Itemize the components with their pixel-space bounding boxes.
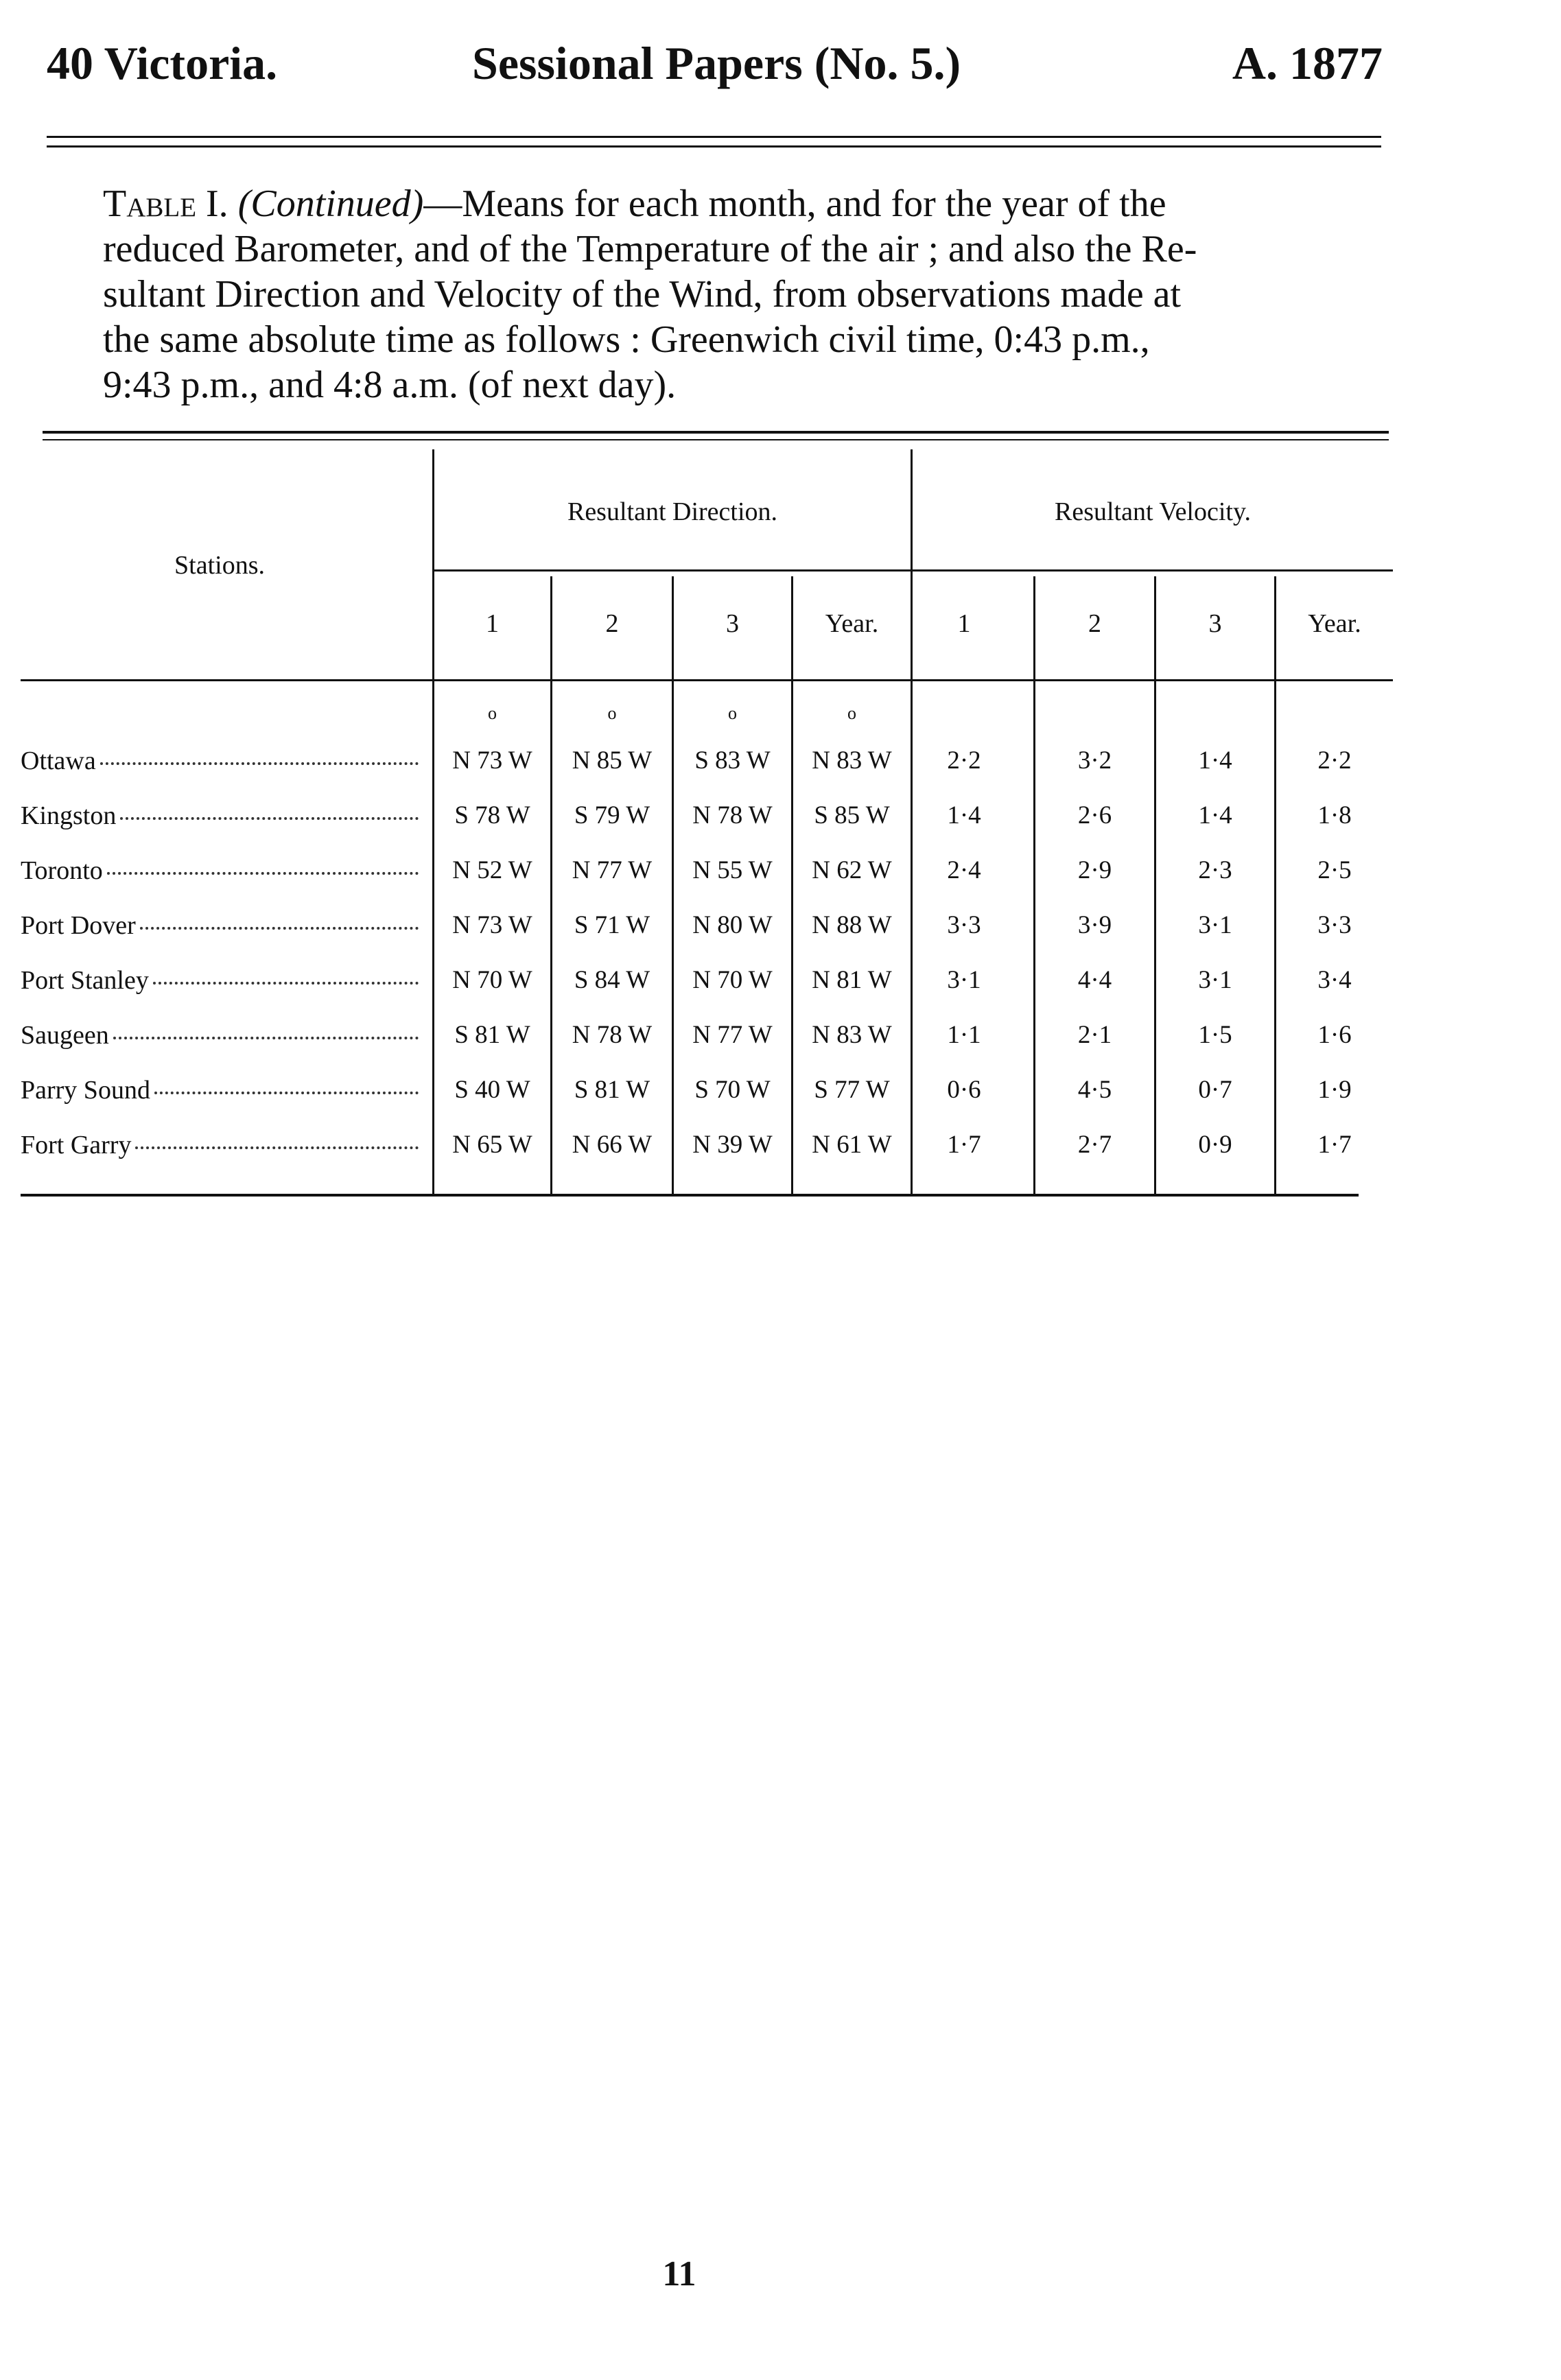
direction-header: Resultant Direction. bbox=[567, 497, 778, 526]
direction-cell: N 77 W bbox=[572, 856, 653, 884]
leader-dots bbox=[120, 817, 419, 820]
station-label: Ottawa bbox=[21, 746, 96, 775]
velocity-cell: 1·1 bbox=[947, 1021, 981, 1049]
velocity-cell: 4·4 bbox=[1077, 966, 1112, 994]
direction-cell: S 40 W bbox=[454, 1076, 530, 1104]
header-bottom-rule bbox=[21, 679, 1393, 681]
direction-cell: S 70 W bbox=[694, 1076, 771, 1104]
table-caption bbox=[27, 181, 1393, 408]
velocity-cell: 2·7 bbox=[1077, 1131, 1112, 1159]
station-label: Port Dover bbox=[21, 911, 136, 940]
velocity-cell: 2·2 bbox=[947, 746, 981, 775]
subheader-direction-1: 1 bbox=[486, 609, 499, 638]
caption-label: Table I. bbox=[103, 182, 228, 225]
station-name bbox=[21, 858, 419, 884]
station-name bbox=[21, 1022, 419, 1048]
station-label: Port Stanley bbox=[21, 966, 149, 995]
header-rule-top bbox=[47, 136, 1381, 138]
direction-cell: S 85 W bbox=[814, 801, 890, 829]
direction-cell: N 78 W bbox=[692, 801, 773, 829]
direction-cell: N 70 W bbox=[452, 966, 532, 994]
direction-cell: S 71 W bbox=[574, 911, 650, 939]
velocity-cell: 3·2 bbox=[1077, 746, 1112, 775]
direction-cell: S 84 W bbox=[574, 966, 650, 994]
subheader-direction-year: Year. bbox=[825, 609, 879, 638]
header-title: Sessional Papers (No. 5.) bbox=[472, 37, 961, 89]
table-top-rule-thin bbox=[43, 439, 1389, 440]
station-label: Toronto bbox=[21, 856, 103, 885]
leader-dots bbox=[135, 1146, 419, 1149]
subheader-velocity-2: 2 bbox=[1088, 609, 1101, 638]
caption-continued: (Continued) bbox=[237, 182, 424, 225]
caption-line: sultant Direction and Velocity of the Wind, from observations made at bbox=[103, 273, 1182, 316]
velocity-header: Resultant Velocity. bbox=[1054, 497, 1252, 526]
direction-cell: N 83 W bbox=[812, 1021, 892, 1049]
caption-line: the same absolute time as follows : Greenwich civil time, 0:43 p.m., bbox=[103, 318, 1150, 361]
velocity-cell: 3·9 bbox=[1077, 911, 1112, 939]
direction-cell: N 73 W bbox=[452, 746, 532, 775]
velocity-cell: 0·7 bbox=[1198, 1076, 1232, 1104]
header-year: A. 1877 bbox=[1232, 37, 1383, 89]
velocity-cell: 1·5 bbox=[1198, 1021, 1232, 1049]
station-label: Saugeen bbox=[21, 1021, 109, 1050]
subheader-velocity-3: 3 bbox=[1208, 609, 1222, 638]
page-number: 11 bbox=[662, 2254, 696, 2294]
velocity-cell: 2·5 bbox=[1317, 856, 1352, 884]
subheader-direction-3: 3 bbox=[726, 609, 739, 638]
direction-cell: S 78 W bbox=[454, 801, 530, 829]
direction-cell: N 52 W bbox=[452, 856, 532, 884]
header-volume: 40 Victoria. bbox=[47, 37, 278, 89]
station-label: Parry Sound bbox=[21, 1076, 150, 1105]
direction-cell: N 83 W bbox=[812, 746, 892, 775]
velocity-cell: 3·1 bbox=[1198, 966, 1232, 994]
velocity-cell: 2·3 bbox=[1198, 856, 1232, 884]
station-name bbox=[21, 967, 419, 993]
velocity-cell: 3·1 bbox=[1198, 911, 1232, 939]
degree-mark: o bbox=[847, 703, 856, 723]
table-bottom-rule bbox=[21, 1194, 1359, 1197]
direction-cell: S 79 W bbox=[574, 801, 650, 829]
velocity-cell: 2·4 bbox=[947, 856, 981, 884]
caption-line: reduced Barometer, and of the Temperature of the air ; and also the Re- bbox=[103, 228, 1197, 270]
direction-cell: S 81 W bbox=[574, 1076, 650, 1104]
station-name bbox=[21, 1077, 419, 1103]
velocity-cell: 2·1 bbox=[1077, 1021, 1112, 1049]
station-name bbox=[21, 912, 419, 939]
caption-line: —Means for each month, and for the year of the bbox=[423, 182, 1166, 225]
leader-dots bbox=[153, 982, 419, 985]
velocity-cell: 1·7 bbox=[947, 1131, 981, 1159]
direction-cell: N 55 W bbox=[692, 856, 773, 884]
direction-cell: N 61 W bbox=[812, 1131, 892, 1159]
direction-cell: N 85 W bbox=[572, 746, 653, 775]
velocity-cell: 3·3 bbox=[947, 911, 981, 939]
caption-line: 9:43 p.m., and 4:8 a.m. (of next day). bbox=[103, 364, 677, 406]
subheader-velocity-1: 1 bbox=[957, 609, 971, 638]
leader-dots bbox=[100, 762, 419, 765]
velocity-cell: 1·8 bbox=[1317, 801, 1352, 829]
direction-cell: N 78 W bbox=[572, 1021, 653, 1049]
direction-cell: N 77 W bbox=[692, 1021, 773, 1049]
velocity-cell: 1·6 bbox=[1317, 1021, 1352, 1049]
velocity-cell: 2·9 bbox=[1077, 856, 1112, 884]
direction-cell: N 73 W bbox=[452, 911, 532, 939]
direction-cell: S 81 W bbox=[454, 1021, 530, 1049]
direction-cell: N 88 W bbox=[812, 911, 892, 939]
degree-mark: o bbox=[728, 703, 737, 723]
velocity-cell: 1·7 bbox=[1317, 1131, 1352, 1159]
direction-cell: N 62 W bbox=[812, 856, 892, 884]
velocity-cell: 2·6 bbox=[1077, 801, 1112, 829]
table-top-rule bbox=[43, 431, 1389, 434]
station-label: Fort Garry bbox=[21, 1131, 132, 1159]
velocity-cell: 0·9 bbox=[1198, 1131, 1232, 1159]
velocity-cell: 1·9 bbox=[1317, 1076, 1352, 1104]
header-group-rule bbox=[432, 569, 1393, 572]
velocity-cell: 3·1 bbox=[947, 966, 981, 994]
direction-cell: N 65 W bbox=[452, 1131, 532, 1159]
degree-mark: o bbox=[607, 703, 617, 723]
subheader-direction-2: 2 bbox=[605, 609, 619, 638]
direction-cell: N 81 W bbox=[812, 966, 892, 994]
leader-dots bbox=[140, 927, 419, 930]
direction-cell: N 80 W bbox=[692, 911, 773, 939]
leader-dots bbox=[113, 1037, 419, 1039]
velocity-cell: 0·6 bbox=[947, 1076, 981, 1104]
degree-mark: o bbox=[488, 703, 497, 723]
velocity-cell: 3·3 bbox=[1317, 911, 1352, 939]
velocity-cell: 1·4 bbox=[1198, 801, 1232, 829]
direction-cell: N 70 W bbox=[692, 966, 773, 994]
stations-header: Stations. bbox=[174, 551, 265, 580]
station-name bbox=[21, 1132, 419, 1158]
leader-dots bbox=[154, 1092, 419, 1094]
subheader-velocity-year: Year. bbox=[1308, 609, 1361, 638]
velocity-cell: 4·5 bbox=[1077, 1076, 1112, 1104]
velocity-cell: 1·4 bbox=[947, 801, 981, 829]
direction-cell: N 39 W bbox=[692, 1131, 773, 1159]
station-name bbox=[21, 748, 419, 774]
velocity-cell: 3·4 bbox=[1317, 966, 1352, 994]
station-label: Kingston bbox=[21, 801, 117, 830]
direction-cell: S 83 W bbox=[694, 746, 771, 775]
direction-cell: N 66 W bbox=[572, 1131, 653, 1159]
header-rule-bottom bbox=[47, 145, 1381, 148]
leader-dots bbox=[107, 872, 419, 875]
station-name bbox=[21, 803, 419, 829]
velocity-cell: 2·2 bbox=[1317, 746, 1352, 775]
direction-cell: S 77 W bbox=[814, 1076, 890, 1104]
velocity-cell: 1·4 bbox=[1198, 746, 1232, 775]
